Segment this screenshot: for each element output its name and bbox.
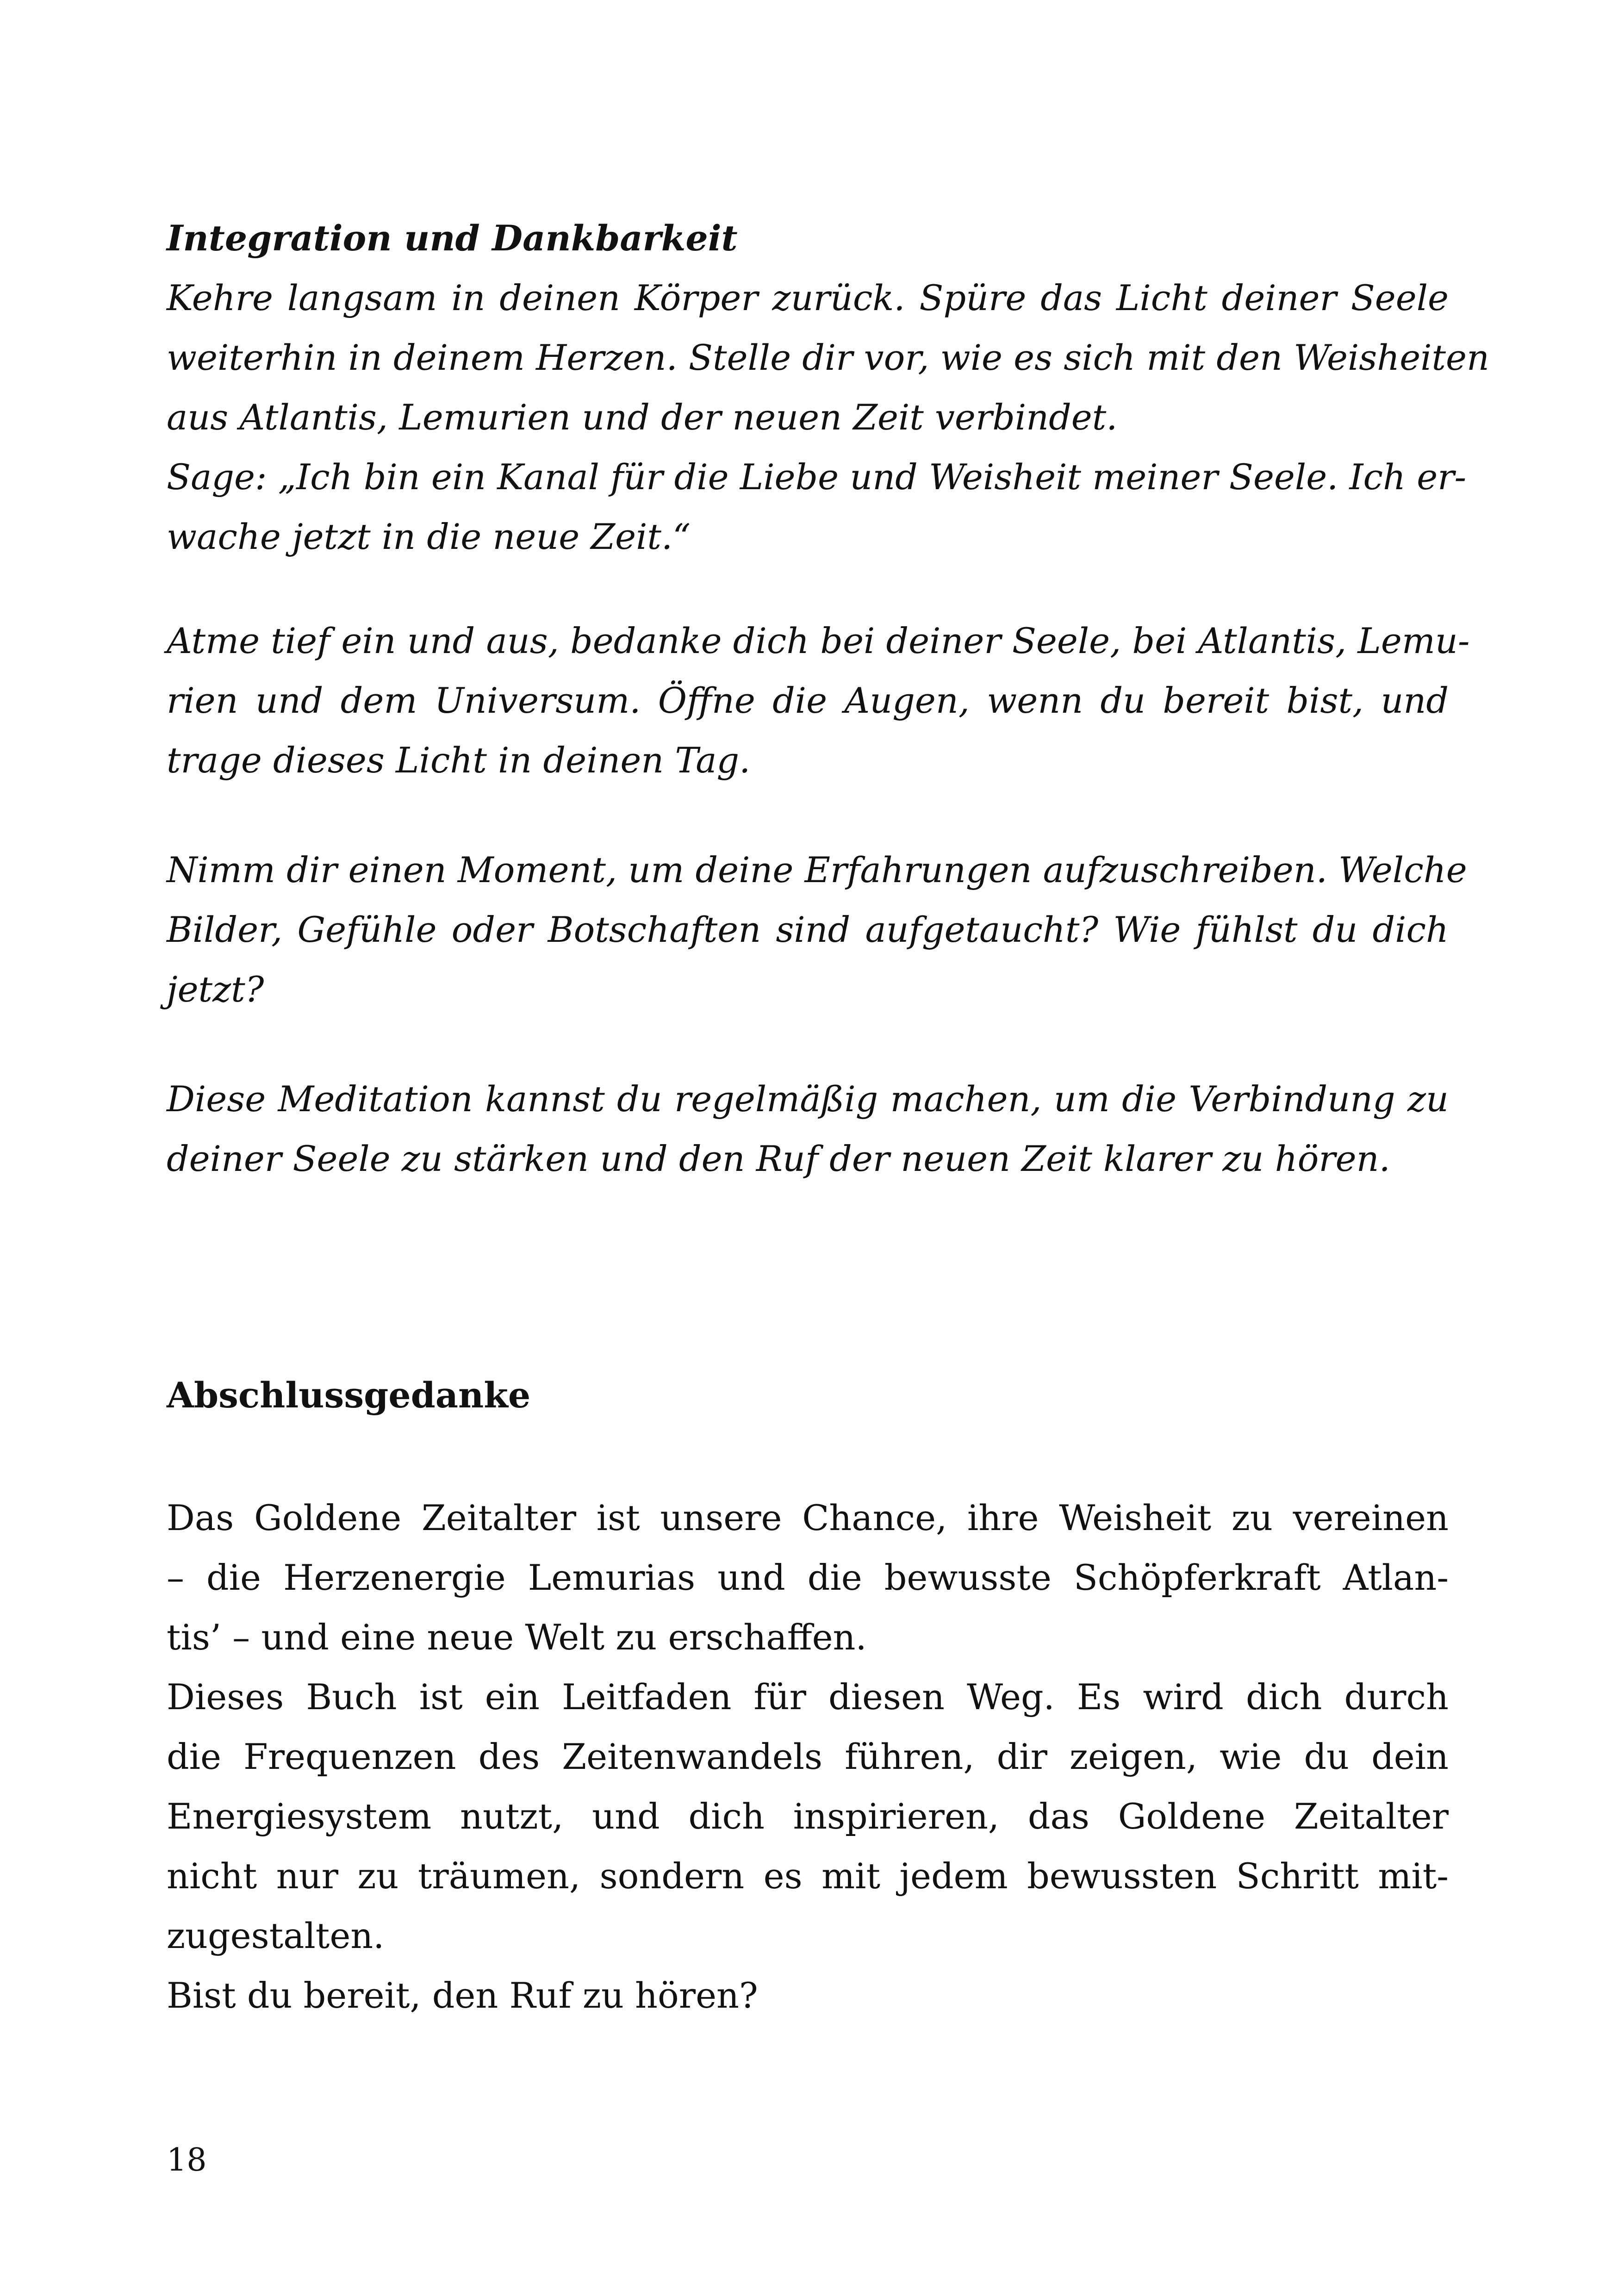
section-integration [167, 208, 1489, 566]
text-line: Bilder, Gefühle oder Botschaften sind aufgetaucht? Wie fühlst du dich [167, 909, 1449, 950]
text-line: Bist du bereit, den Ruf zu hören? [167, 1975, 758, 2016]
text-line: Energiesystem nutzt, und dich inspirieren, das Goldene Zeitalter [167, 1796, 1449, 1837]
text-line: Dieses Buch ist ein Leitfaden für diesen Weg. Es wird dich durch [167, 1676, 1449, 1717]
page-number: 18 [167, 2142, 207, 2178]
paragraph-diese-meditation [167, 1069, 1449, 1188]
text-line: tis’ – und eine neue Welt zu erschaffen. [167, 1617, 867, 1658]
text-line: Diese Meditation kannst du regelmäßig machen, um die Verbindung zu [167, 1078, 1449, 1120]
text-line: die Frequenzen des Zeitenwandels führen, dir zeigen, wie du dein [167, 1736, 1449, 1777]
text-line: rien und dem Universum. Öffne die Augen, wenn du bereit bist, und [167, 680, 1449, 721]
text-line: weiterhin in deinem Herzen. Stelle dir vor, wie es sich mit den Weisheiten [167, 337, 1489, 378]
section-heading-block [167, 1365, 1449, 1425]
paragraph-goldene-zeitalter [167, 1488, 1449, 2025]
text-line: jetzt? [167, 969, 264, 1010]
text-line: trage dieses Licht in deinen Tag. [167, 740, 751, 781]
text-line: wache jetzt in die neue Zeit.“ [167, 516, 691, 557]
text-line: deiner Seele zu stärken und den Ruf der neuen Zeit klarer zu hören. [167, 1138, 1390, 1179]
text-line: zugestalten. [167, 1915, 385, 1956]
section-heading-abschluss: Abschlussgedanke [167, 1375, 531, 1416]
paragraph-nimm [167, 840, 1467, 1019]
section-heading-integration: Integration und Dankbarkeit [167, 218, 738, 259]
text-line: Nimm dir einen Moment, um deine Erfahrungen aufzuschreiben. Welche [167, 849, 1467, 890]
text-line: Atme tief ein und aus, bedanke dich bei deiner Seele, bei Atlantis, Lemu- [167, 620, 1470, 661]
text-line: Sage: „Ich bin ein Kanal für die Liebe und Weisheit meiner Seele. Ich er- [167, 456, 1467, 498]
text-line: nicht nur zu träumen, sondern es mit jedem bewussten Schritt mit- [167, 1855, 1449, 1897]
paragraph-atme [167, 611, 1470, 790]
text-line: aus Atlantis, Lemurien und der neuen Zeit verbindet. [167, 397, 1118, 438]
text-line: Das Goldene Zeitalter ist unsere Chance, ihre Weisheit zu vereinen [167, 1497, 1449, 1538]
text-line: – die Herzenergie Lemurias und die bewusste Schöpferkraft Atlan- [167, 1557, 1449, 1598]
text-line: Kehre langsam in deinen Körper zurück. Spüre das Licht deiner Seele [167, 277, 1449, 318]
